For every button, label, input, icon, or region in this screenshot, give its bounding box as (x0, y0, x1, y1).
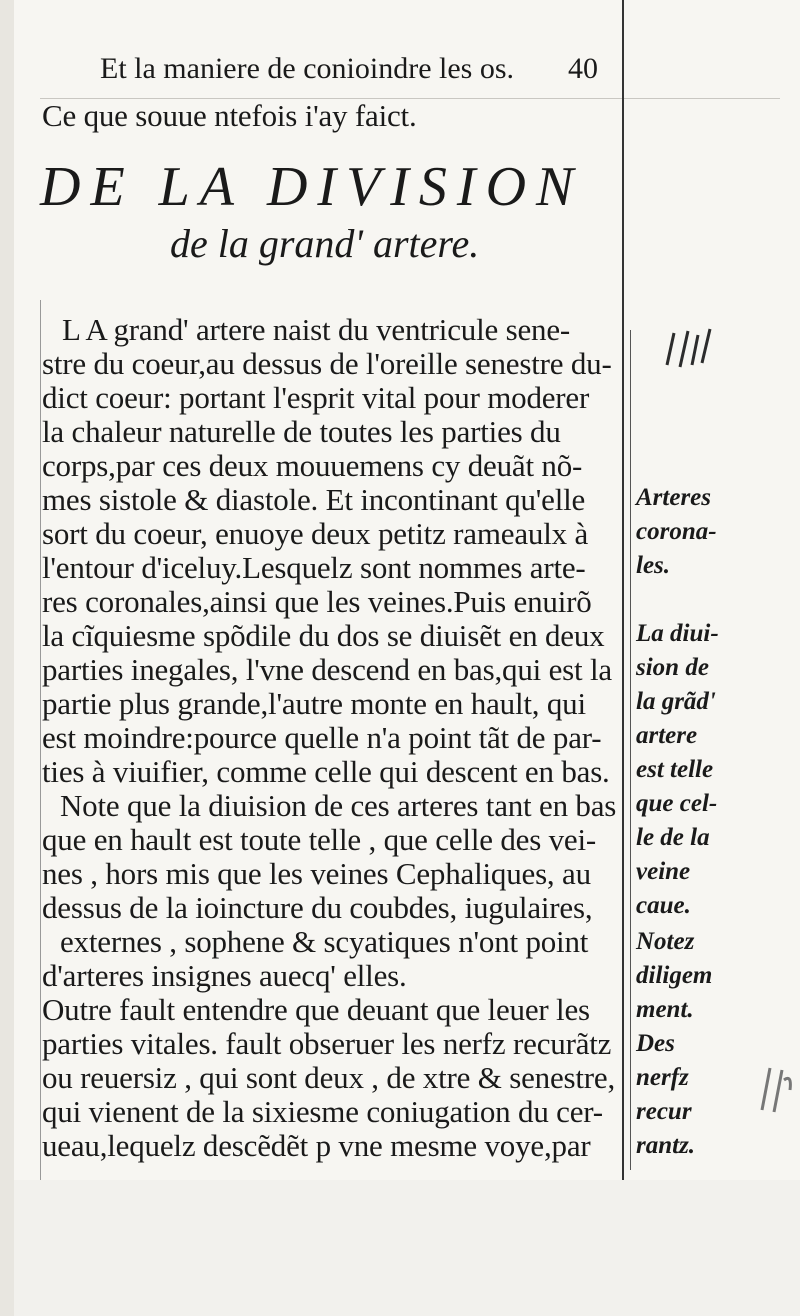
margin-note: veine (636, 858, 691, 885)
running-title: Et la maniere de conioindre les os. (100, 52, 515, 85)
text-line: la chaleur naturelle de toutes les parties du (42, 414, 561, 449)
text-line: externes , sophene & scyatiques n'ont point (60, 924, 589, 959)
margin-note: sion de (636, 654, 709, 681)
margin-note: ment. (636, 996, 694, 1023)
margin-note: rantz. (636, 1132, 696, 1159)
section-subtitle: de la grand' artere. (170, 221, 480, 266)
margin-note: est telle (636, 756, 714, 783)
text-line: parties inegales, l'vne descend en bas,qui est la (42, 652, 612, 687)
text-line: mes sistole & diastole. Et incontinant qu'elle (42, 482, 586, 517)
text-line: Ce que souue ntefois i'ay faict. (42, 98, 417, 133)
text-line: qui vienent de la sixiesme coniugation du cer- (42, 1094, 603, 1129)
text-line: la cĩquiesme spõdile du dos se diuisẽt en deux (42, 618, 605, 653)
text-line: res coronales,ainsi que les veines.Puis enuirõ (42, 584, 592, 619)
handwritten-mark (662, 325, 722, 375)
margin-note: la grãd' (636, 688, 716, 715)
margin-note: Des (636, 1030, 675, 1057)
margin-note: Notez (636, 928, 695, 955)
edge-mark (756, 1060, 796, 1120)
section-title: DE LA DIVISION (40, 156, 584, 218)
text-line: dict coeur: portant l'esprit vital pour moderer (42, 380, 590, 415)
text-line: stre du coeur,au dessus de l'oreille senestre du- (42, 346, 612, 381)
text-line: Outre fault entendre que deuant que leuer les (42, 992, 590, 1027)
text-line: partie plus grande,l'autre monte en hault, qui (42, 686, 586, 721)
margin-note: diligem (636, 962, 713, 989)
margin-note: corona- (636, 518, 717, 545)
text-line: l'entour d'iceluy.Lesquelz sont nommes arte- (42, 550, 586, 585)
margin-note: La diui- (636, 620, 719, 647)
text-line: nes , hors mis que les veines Cephaliques, au (42, 856, 591, 891)
margin-note: que cel- (636, 790, 718, 817)
margin-note: caue. (636, 892, 691, 919)
margin-note: recur (636, 1098, 692, 1125)
text-line: L A grand' artere naist du ventricule sene- (62, 312, 571, 347)
text-line: d'arteres insignes auecq' elles. (42, 958, 407, 993)
text-line: sort du coeur, enuoye deux petitz rameaulx à (42, 516, 589, 551)
text-line: dessus de la ioincture du coubdes, iugulaires, (42, 890, 593, 925)
text-line: corps,par ces deux mouuemens cy deuãt nõ- (42, 448, 583, 483)
margin-rule (622, 0, 624, 1316)
page-number: 40 (568, 52, 598, 85)
text-line: ueau,lequelz descẽdẽt p vne mesme voye,par (42, 1128, 591, 1163)
blank-bottom-area (14, 1180, 800, 1316)
running-header (100, 52, 620, 86)
text-line: Note que la diuision de ces arteres tant en bas (60, 788, 617, 823)
margin-note: artere (636, 722, 698, 749)
text-line: ties à viuifier, comme celle qui descent en bas. (42, 754, 610, 789)
left-rule (40, 300, 41, 1316)
margin-note: Arteres (636, 484, 711, 511)
margin-note: le de la (636, 824, 710, 851)
text-line: est moindre:pource quelle n'a point tãt de par- (42, 720, 602, 755)
text-line: ou reuersiz , qui sont deux , de xtre & senestre, (42, 1060, 616, 1095)
margin-note: nerfz (636, 1064, 689, 1091)
margin-rule-inner (630, 330, 631, 1170)
margin-note: les. (636, 552, 671, 579)
text-line: que en hault est toute telle , que celle des vei- (42, 822, 597, 857)
text-line: parties vitales. fault obseruer les nerfz recurãtz (42, 1026, 612, 1061)
page-gutter (0, 0, 14, 1316)
